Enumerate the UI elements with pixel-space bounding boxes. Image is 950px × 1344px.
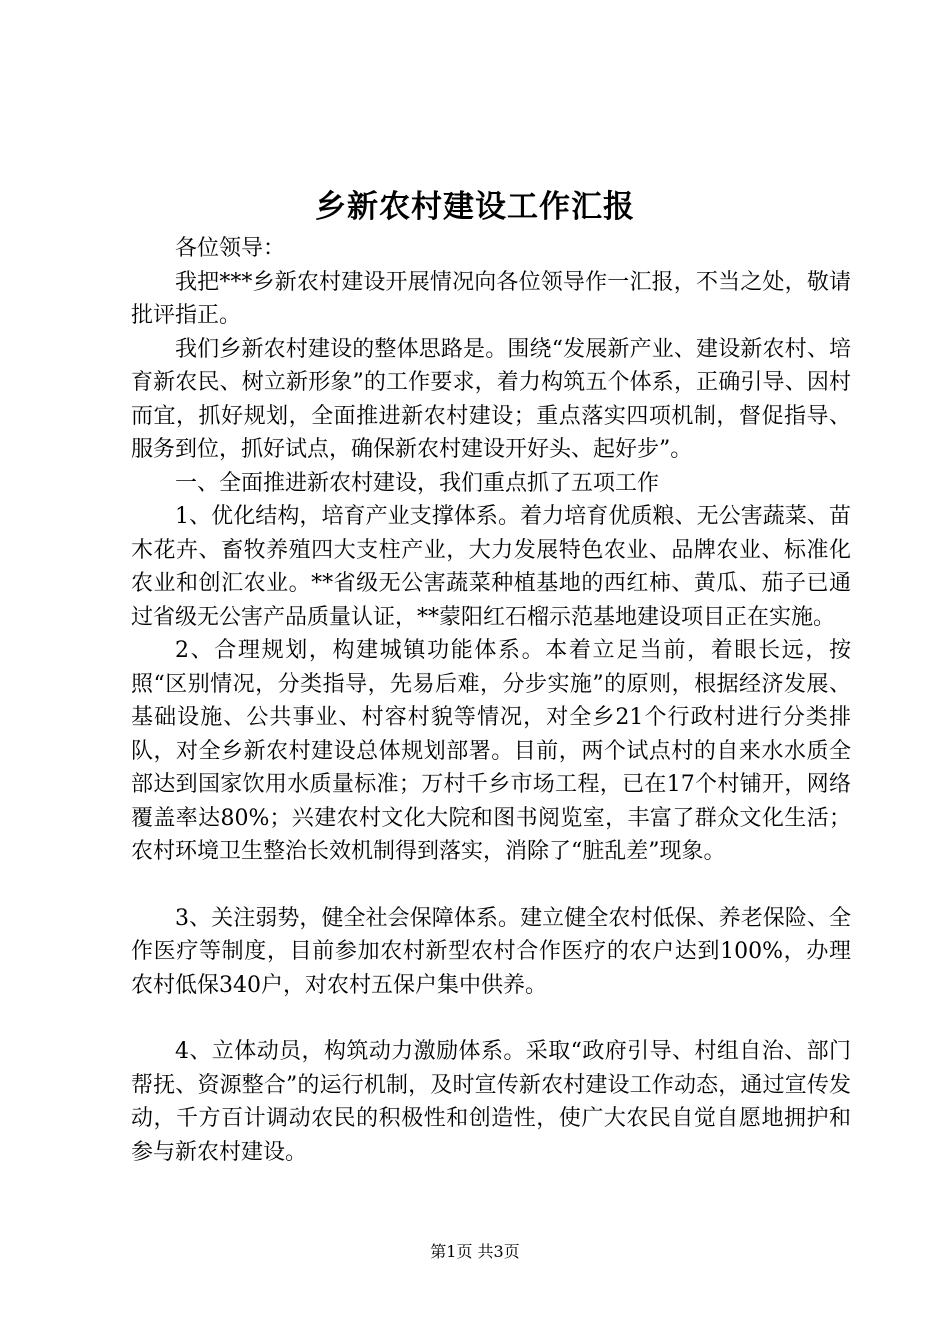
paragraph-item-4: 4、立体动员，构筑动力激励体系。采取“政府引导、村组自治、部门帮抚、资源整合”的运行机制，及时宣传新农村建设工作动态，通过宣传发动，千方百计调动农民的积极性和创造性，使广大农民自觉自愿地拥护和参与新农村建设。 — [131, 1039, 851, 1165]
document-body — [131, 232, 851, 1169]
salutation: 各位领导： — [175, 236, 286, 261]
paragraph-item-2: 2、合理规划，构建城镇功能体系。本着立足当前，着眼长远，按照“区别情况，分类指导，先易后难，分步实施”的原则，根据经济发展、基础设施、公共事业、村容村貌等情况，对全乡21个行政村进行分类排队，对全乡新农村建设总体规划部署。目前，两个试点村的自来水水质全部达到国家饮用水质量标准；万村千乡市场工程，已在17个村铺开，网络覆盖率达80%；兴建农村文化大院和图书阅览室，丰富了群众文化生活；农村环境卫生整治长效机制得到落实，消除了“脏乱差”现象。 — [131, 638, 851, 864]
document-title: 乡新农村建设工作汇报 — [315, 189, 635, 225]
paragraph-item-3: 3、关注弱势，健全社会保障体系。建立健全农村低保、养老保险、全作医疗等制度，目前参加农村新型农村合作医疗的农户达到100%，办理农村低保340户，对农村五保户集中供养。 — [131, 905, 851, 998]
paragraph-intro: 我把***乡新农村建设开展情况向各位领导作一汇报，不当之处，敬请批评指正。 — [131, 269, 851, 328]
page-number-footer: 第1页 共3页 — [430, 1242, 520, 1261]
paragraph-item-1: 1、优化结构，培育产业支撑体系。着力培育优质粮、无公害蔬菜、苗木花卉、畜牧养殖四大支柱产业，大力发展特色农业、品牌农业、标准化农业和创汇农业。**省级无公害蔬菜种植基地的西红柿、黄瓜、茄子已通过省级无公害产品质量认证，**蒙阳红石榴示范基地建设项目正在实施。 — [131, 504, 851, 630]
section-heading-one: 一、全面推进新农村建设，我们重点抓了五项工作 — [175, 470, 660, 496]
paragraph-overall-approach: 我们乡新农村建设的整体思路是。围绕“发展新产业、建设新农村、培育新农民、树立新形象”的工作要求，着力构筑五个体系，正确引导、因村而宜，抓好规划，全面推进新农村建设；重点落实四项机制，督促指导、服务到位，抓好试点，确保新农村建设开好头、起好步”。 — [131, 336, 851, 462]
